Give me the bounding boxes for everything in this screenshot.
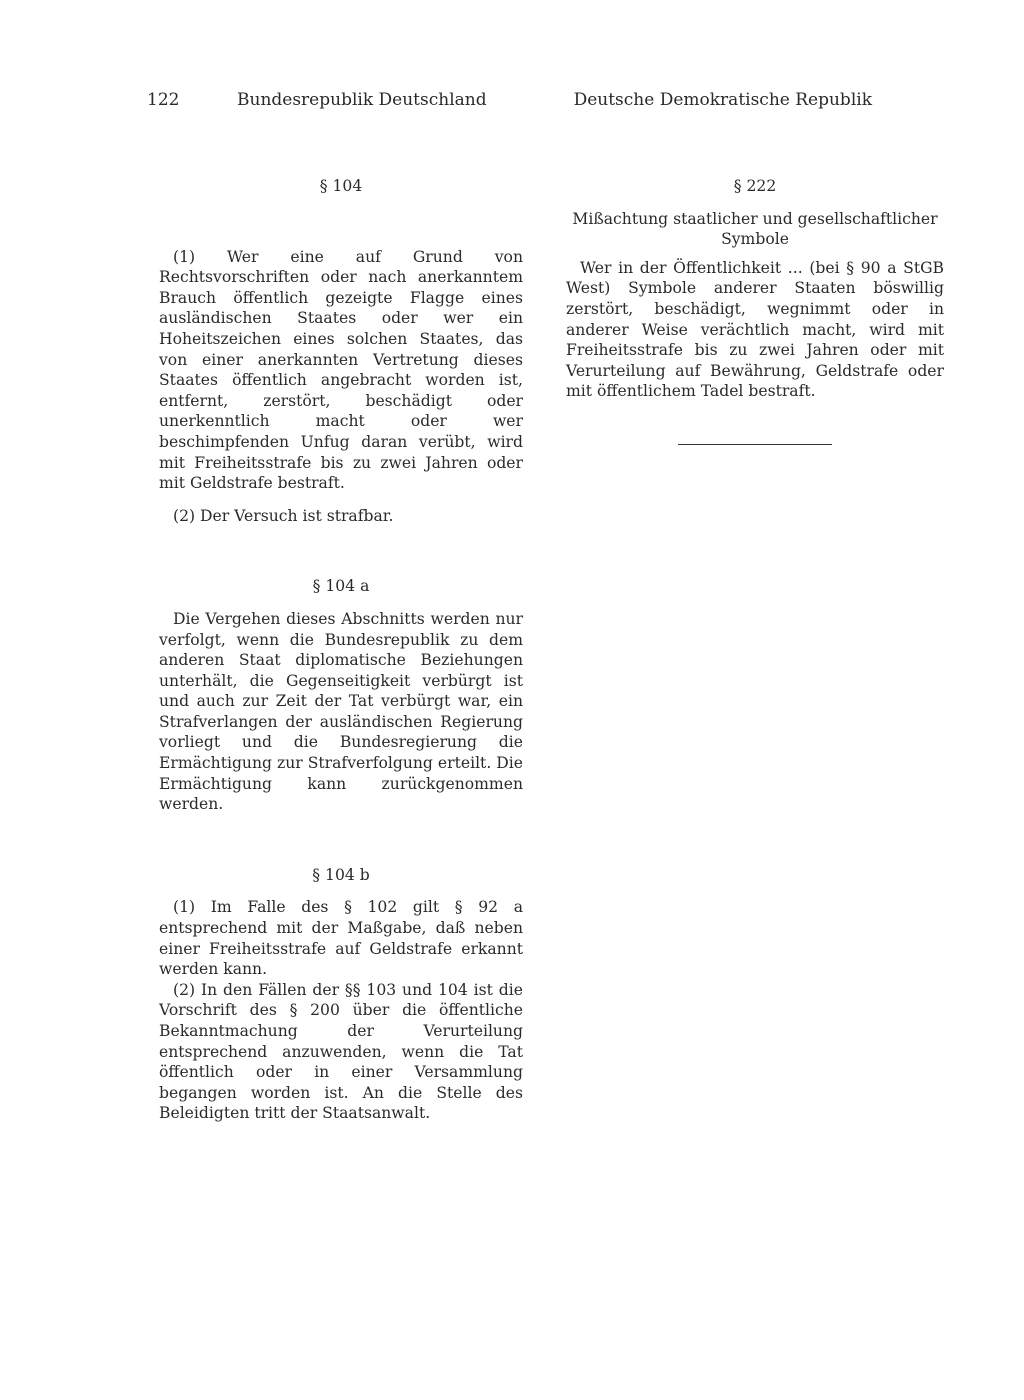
page-number: 122 <box>147 90 180 110</box>
right-column <box>566 176 944 445</box>
paragraph-104a: Die Vergehen dieses Abschnitts werden nur verfolgt, wenn die Bundesrepublik zu dem anderen Staat diplomatische Beziehungen unterhält, die Gegenseitigkeit verbürgt ist und auch zur Zeit der Tat verbürgt war, ein Strafverlangen der ausländischen Regierung vorliegt und die Bundesregierung die Ermächtigung zur Strafverfolgung erteilt. Die Ermächtigung kann zurückgenommen werden. <box>159 609 523 814</box>
section-subtitle-222: Mißachtung staatlicher und gesellschaftlicher Symbole <box>572 209 938 249</box>
paragraph-104b-2: (2) In den Fällen der §§ 103 und 104 ist die Vorschrift des § 200 über die öffentliche Bekanntmachung der Verurteilung entsprechend anzuwenden, wenn die Tat öffentlich oder in einer Versammlung begangen worden ist. An die Stelle des Beleidigten tritt der Staatsanwalt. <box>159 980 523 1123</box>
paragraph-104-1: (1) Wer eine auf Grund von Rechtsvorschriften oder nach anerkanntem Brauch öffentlich gezeigte Flagge eines ausländischen Staates oder wer ein Hoheitszeichen eines solchen Staates, das von einer anerkannten Vertretung dieses Staates öffentlich angebracht worden ist, entfernt, zerstört, beschädigt oder unerkenntlich macht oder wer beschimpfenden Unfug daran verübt, wird mit Freiheitsstrafe bis zu zwei Jahren oder mit Geldstrafe bestraft. <box>159 247 523 493</box>
paragraph-104b-1: (1) Im Falle des § 102 gilt § 92 a entsprechend mit der Maßgabe, daß neben einer Freiheitsstrafe auf Geldstrafe erkannt werden kann. <box>159 898 523 979</box>
section-title-104a: § 104 a <box>312 577 370 596</box>
section-title-104b: § 104 b <box>312 865 370 884</box>
running-header-right: Deutsche Demokratische Republik <box>573 90 872 110</box>
section-title-222: § 222 <box>733 177 777 195</box>
paragraph-104-2: (2) Der Versuch ist strafbar. <box>173 506 394 525</box>
section-title-104: § 104 <box>319 177 363 195</box>
paragraph-222: Wer in der Öffentlichkeit ... (bei § 90 a StGB West) Symbole anderer Staaten böswillig zerstört, beschädigt, wegnimmt oder in anderer Weise verächtlich macht, wird mit Freiheitsstrafe bis zu zwei Jahren oder mit Verurteilung auf Bewährung, Geldstrafe oder mit öffentlichem Tadel bestraft. <box>566 258 944 401</box>
running-header-left: Bundesrepublik Deutschland <box>237 90 487 110</box>
section-end-rule <box>678 444 832 445</box>
left-column <box>159 176 523 1124</box>
